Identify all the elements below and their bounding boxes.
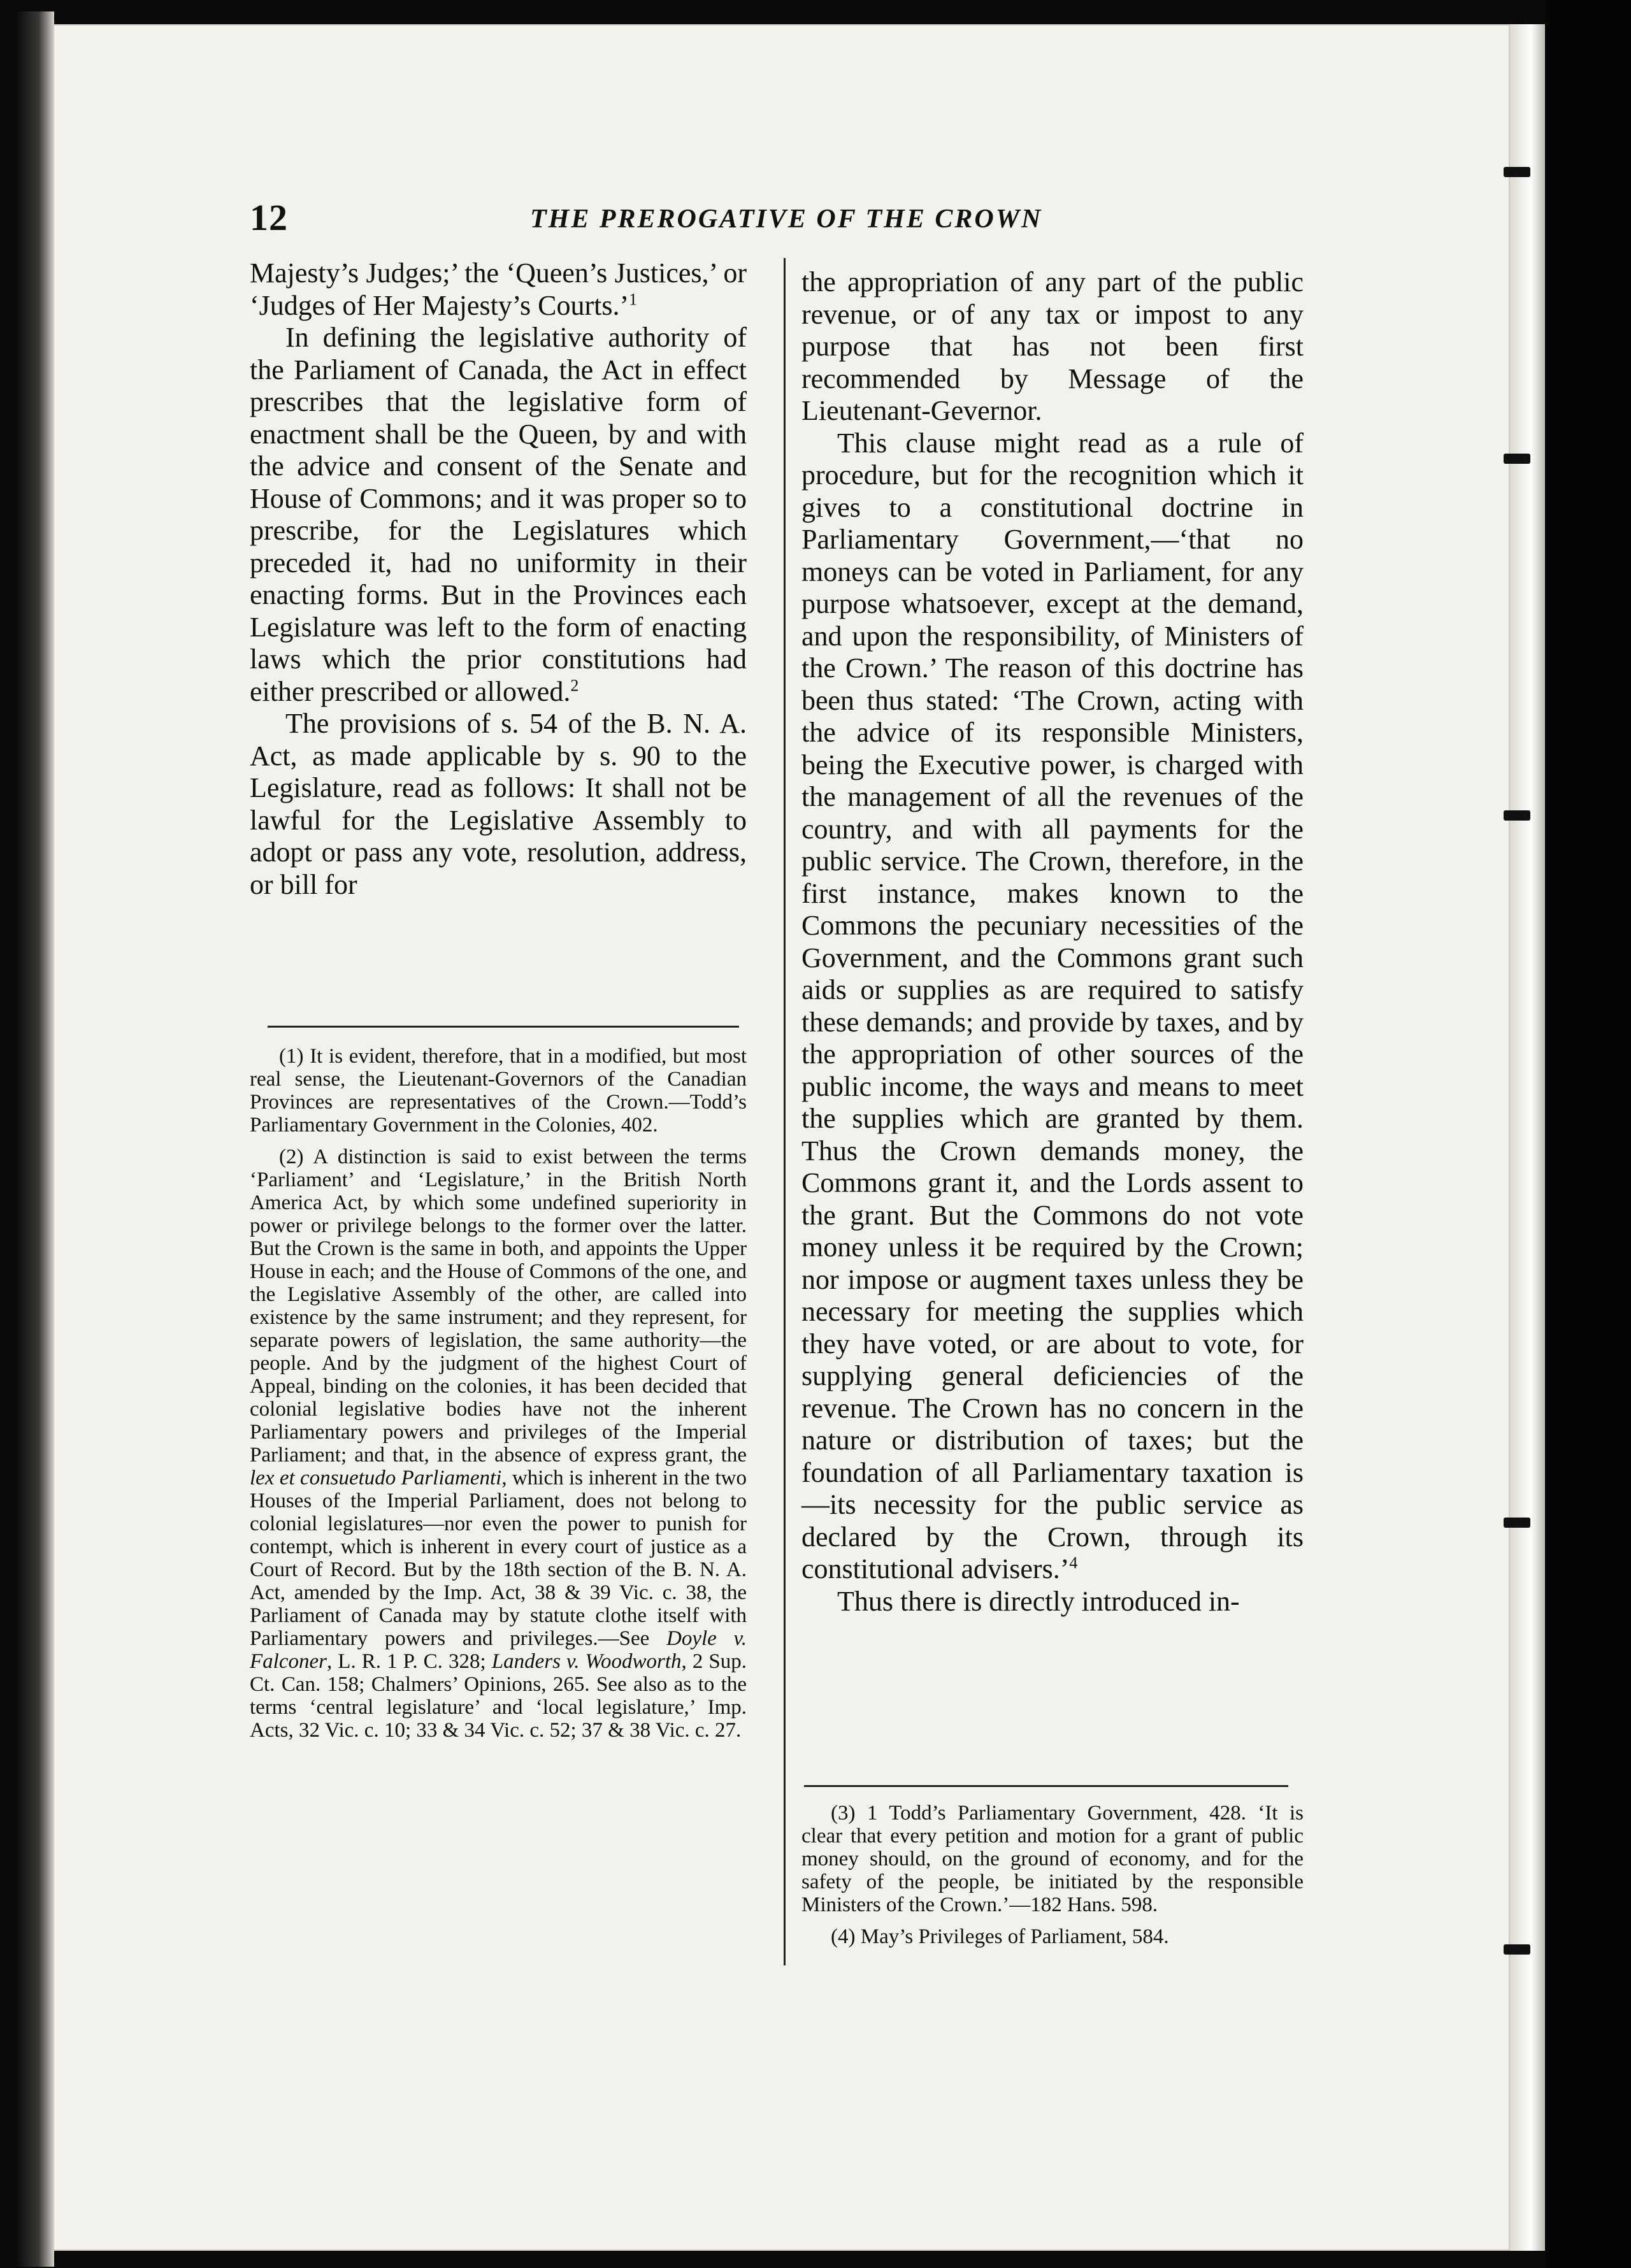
footnote-ref: 2 xyxy=(570,675,579,694)
footnote-3: (3) 1 Todd’s Parliamentary Government, 428. ‘It is clear that every petition and motion for a grant of public money should, on the ground of economy, and for the safety of the people, be initiated by the responsible Ministers of the Crown.’—182 Hans. 598. xyxy=(801,1802,1304,1916)
tab-marker xyxy=(1504,454,1530,464)
running-head: THE PREROGATIVE OF THE CROWN xyxy=(530,205,1043,234)
case-citation: Doyle v. Falconer xyxy=(250,1627,747,1673)
tab-marker xyxy=(1504,167,1530,177)
paragraph xyxy=(250,708,747,901)
paragraph xyxy=(250,257,747,322)
page-number: 12 xyxy=(250,197,288,238)
footnote-text: , 2 Sup. Ct. Can. 158; Chalmers’ Opinions, 265. See also as to the terms ‘central legislature’ and ‘local legislature,’ Imp. Acts, 32 Vic. c. 10; 33 & 34 Vic. c. 52; 37 & 38 Vic. c. 27. xyxy=(250,1650,747,1742)
footnote-4: (4) May’s Privileges of Parliament, 584. xyxy=(831,1925,1169,1948)
column-divider xyxy=(784,258,786,1965)
paragraph xyxy=(801,1586,1304,1618)
left-column xyxy=(250,257,747,901)
paragraph xyxy=(801,266,1304,427)
paragraph-text: The provisions of s. 54 of the B. N. A. Act, as made applicable by s. 90 to the Legislature, read as follows: It shall not be lawful for the Legislative Assembly to adopt or pass any vote, resolution, address, or bill for xyxy=(250,708,747,900)
paragraph xyxy=(250,322,747,708)
tab-marker xyxy=(1504,1944,1530,1955)
page-header xyxy=(250,196,1307,247)
case-citation: Landers v. Woodworth xyxy=(491,1650,682,1673)
footnotes-right xyxy=(801,1802,1304,1957)
paragraph-text: the appropriation of any part of the public revenue, or of any tax or impost to any purpose that has not been first recommended by Message of the Lieutenant-Gevernor. xyxy=(801,266,1304,426)
footnote-text: (2) A distinction is said to exist between the terms ‘Parliament’ and ‘Legislature,’ in the British North America Act, by which some undefined superiority in power or privilege belongs to the former over the latter. But the Crown is the same in both, and appoints the Upper House in each; and the House of Commons of the one, and the Legislative Assembly of the other, are called into existence by the same instrument; and they represent, for separate powers of legislation, the same authority—the people. And by the judgment of the highest Court of Appeal, binding on the colonies, it has been decided that colonial legislative bodies have not the inherent Parliamentary powers and privileges of the Imperial Parliament; and that, in the absence of express grant, the xyxy=(250,1145,747,1467)
tab-marker xyxy=(1504,1518,1530,1528)
latin-phrase: lex et consuetudo Parliamenti xyxy=(250,1467,502,1489)
scan-border xyxy=(1545,0,1631,2268)
paragraph-text: Thus there is directly introduced in- xyxy=(837,1585,1240,1617)
paragraph-text: This clause might read as a rule of procedure, but for the recognition which it gives to a constitutional doctrine in Parliamentary Government,—‘that no moneys can be voted in Parliament, for any purpose whatsoever, except at the demand, and upon the responsibility, of Ministers of the Crown.’ The reason of this doctrine has been thus stated: ‘The Crown, acting with the advice of its responsible Ministers, being the Executive power, is charged with the management of all the revenues of the country, and with all payments for the public service. The Crown, therefore, in the first instance, makes known to the Commons the pecuniary necessities of the Government, and the Commons grant such aids or supplies as are required to satisfy these demands; and provide by taxes, and by the appropriation of other sources of the public income, the ways and means to meet the supplies which are granted by them. Thus the Crown demands money, the Commons grant it, and the Lords assent to the grant. But the Commons do not vote money unless it be required by the Crown; nor impose or augment taxes unless they be necessary for meeting the supplies which they have voted, or are about to vote, for supplying general deficiencies of the revenue. The Crown has no concern in the nature or distribution of taxes; but the foundation of all Parliamentary taxation is—its necessity for the public service as declared by the Crown, through its constitutional advisers.’ xyxy=(801,427,1304,1584)
paragraph xyxy=(801,427,1304,1586)
footnote-text: , which is inherent in the two Houses of the Imperial Parliament, does not belong to colonial legislatures—nor even the power to punish for contempt, which is inherent in every court of justice as a Court of Record. But by the 18th section of the B. N. A. Act, amended by the Imp. Act, 38 & 39 Vic. c. 38, the Parliament of Canada may by statute clothe itself with Parliamentary powers and privileges.—See xyxy=(250,1467,747,1650)
footnote-2 xyxy=(250,1145,747,1742)
footnote-rule xyxy=(268,1026,739,1028)
footnote-rule xyxy=(804,1785,1288,1787)
footnotes-left xyxy=(250,1045,747,1751)
footnote-ref: 1 xyxy=(629,289,638,308)
footnote-ref: 4 xyxy=(1069,1553,1078,1572)
tab-marker xyxy=(1504,810,1530,821)
right-column xyxy=(801,266,1304,1618)
paragraph-text: In defining the legislative authority of the Parliament of Canada, the Act in effect prescribes that the legislative form of enactment shall be the Queen, by and with the advice and consent of the Senate and House of Commons; and it was proper so to prescribe, for the Legislatures which preceded it, had no uniformity in their enacting forms. But in the Provinces each Legislature was left to the form of enacting laws which the prior constitutions had either prescribed or allowed. xyxy=(250,322,747,707)
footnote-1: (1) It is evident, therefore, that in a modified, but most real sense, the Lieutenant-Governors of the Canadian Provinces are representatives of the Crown.—Todd’s Parliamentary Government in the Colonies, 402. xyxy=(250,1045,747,1137)
footnote-text: , L. R. 1 P. C. 328; xyxy=(326,1650,492,1673)
paragraph-text: Majesty’s Judges;’ the ‘Queen’s Justices,’ or ‘Judges of Her Majesty’s Courts.’ xyxy=(250,257,747,321)
page-edge xyxy=(1510,24,1545,2251)
